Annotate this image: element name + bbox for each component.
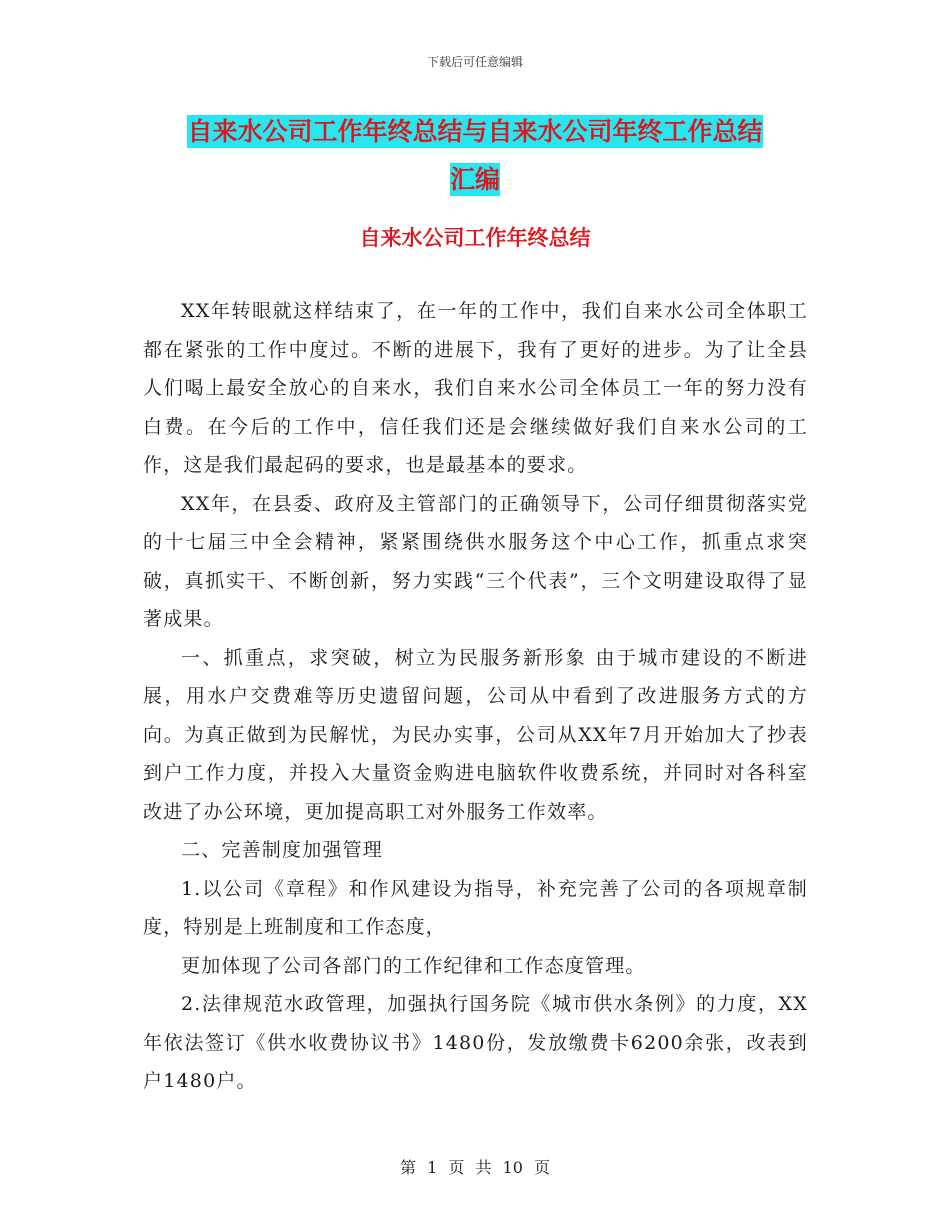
paragraph: XX年转眼就这样结束了，在一年的工作中，我们自来水公司全体职工都在紧张的工作中度过。不断的进展下，我有了更好的进步。为了让全县人们喝上最安全放心的自来水，我们自来水公司全体员工一年的努力没有白费。在今后的工作中，信任我们还是会继续做好我们自来水公司的工作，这是我们最起码的要求，也是最基本的要求。: [143, 300, 808, 476]
title-line-1: 自来水公司工作年终总结与自来水公司年终工作总结: [187, 117, 763, 146]
paragraph: 2.法律规范水政管理，加强执行国务院《城市供水条例》的力度，XX年依法签订《供水收费协议书》1480份，发放缴费卡6200余张，改表到户1480户。: [143, 993, 808, 1092]
paragraph: 二、完善制度加强管理: [181, 839, 384, 861]
header-note: 下载后可任意编辑: [426, 55, 523, 69]
document-title: [150, 108, 800, 204]
paragraph: XX年，在县委、政府及主管部门的正确领导下，公司仔细贯彻落实党的十七届三中全会精神，紧紧围绕供水服务这个中心工作，抓重点求突破，真抓实干、不断创新，努力实践“三个代表”，三个文明建设取得了显著成果。: [143, 492, 808, 630]
paragraph: 1.以公司《章程》和作风建设为指导，补充完善了公司的各项规章制度，特别是上班制度和工作态度，: [143, 877, 808, 938]
title-line-2: 汇编: [449, 165, 500, 194]
paragraph: 一、抓重点，求突破，树立为民服务新形象 由于城市建设的不断进展，用水户交费难等历史遗留问题，公司从中看到了改进服务方式的方向。为真正做到为民解忧，为民办实事，公司从XX年7月开始加大了抄表到户工作力度，并投入大量资金购进电脑软件收费系统，并同时对各科室改进了办公环境，更加提高职工对外服务工作效率。: [143, 646, 808, 823]
paragraph: 更加体现了公司各部门的工作纪律和工作态度管理。: [181, 954, 646, 977]
section-subtitle: 自来水公司工作年终总结: [359, 226, 591, 250]
page-footer: 第 1 页 共 10 页: [400, 1158, 550, 1177]
document-body: [143, 292, 808, 1101]
